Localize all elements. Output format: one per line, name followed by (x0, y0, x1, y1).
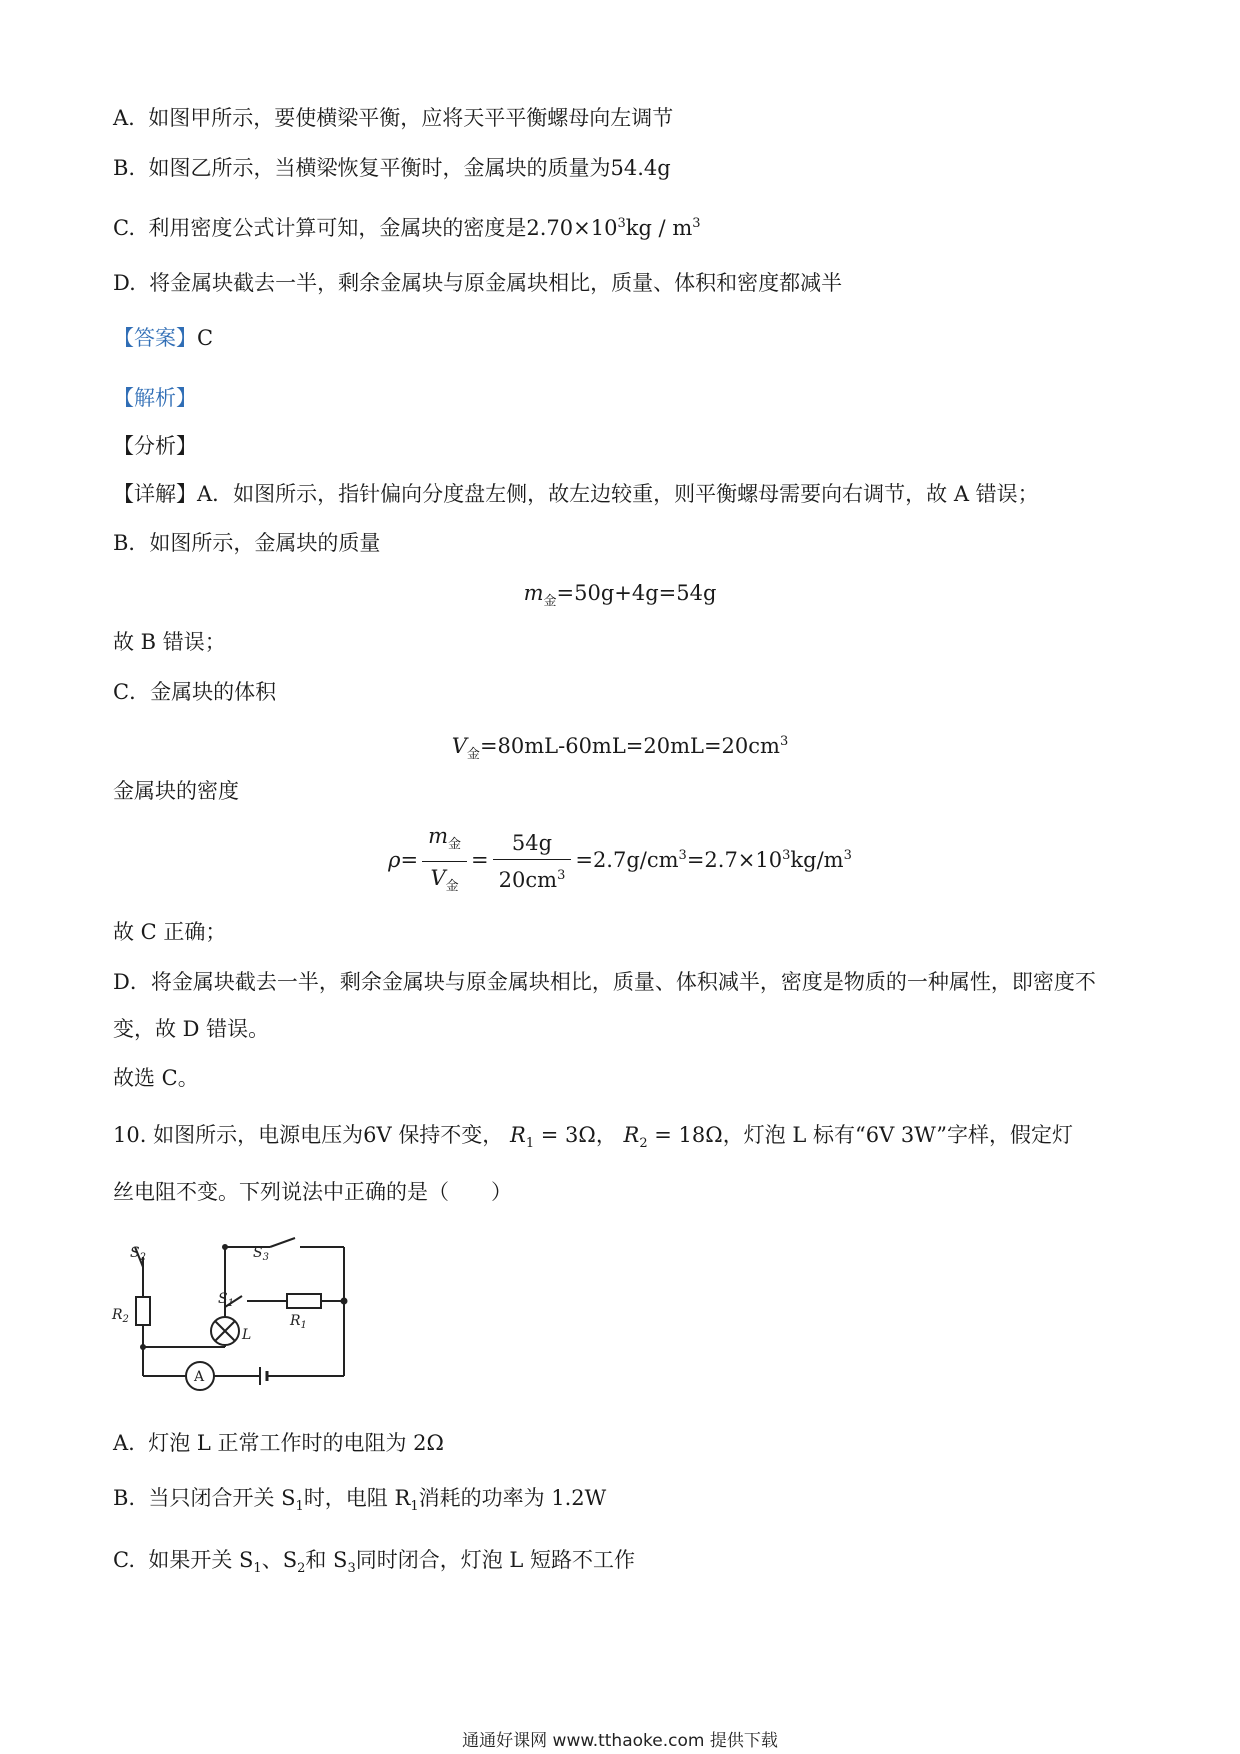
answer-line: 【答案】C (113, 326, 214, 350)
svg-text:S3: $S_3$ (253, 1245, 269, 1263)
svg-text:L: L (242, 1327, 252, 1343)
fraction-54g-over-20cm3: $\frac{54g}{20cm^3}$ (493, 829, 572, 894)
mass-equation: $m_金=50g+4g=54g$ (523, 581, 717, 610)
option-a-prev: A. 如图甲所示，要使横梁平衡，应将天平平衡螺母向左调节 (113, 106, 674, 130)
q10-line-1: 10. 如图所示，电源电压为6V 保持不变， $R_1 = 3\Omega$， $R_2 = 18\Omega$，灯泡 L 标有“6V 3W”字样，假定灯 (113, 1123, 1073, 1152)
density-equation: ρ= $\frac{m_金}{V_金}$ = $\frac{54g}{20cm^3}$ $=2.7g/cm^3=2.7\times 10^3kg/m^3$ (0, 822, 1240, 901)
b-line: B．如图所示，金属块的质量 (113, 531, 381, 555)
volume-equation: $V_金=80mL-60mL=20mL=20cm^3$ (451, 734, 789, 763)
switch-s3 (270, 1238, 295, 1247)
option-b-prev: B. 如图乙所示，当横梁恢复平衡时，金属块的质量为54.4g (113, 156, 671, 180)
svg-text:S1: $S_1$ (218, 1291, 234, 1309)
c-conclude: 故 C 正确； (113, 920, 227, 944)
c-line: C．金属块的体积 (113, 680, 277, 704)
option-c-prev: C. 利用密度公式计算可知，金属块的密度是$2.70\times 10^3kg / m^3$ (113, 216, 701, 240)
resistor-r1 (287, 1294, 321, 1308)
svg-text:R2: $R_2$ (112, 1307, 129, 1325)
svg-text:R1: $R_1$ (290, 1313, 307, 1331)
d-line-1: D．将金属块截去一半，剩余金属块与原金属块相比，质量、体积减半，密度是物质的一种属性，即密度不 (113, 970, 1096, 994)
svg-text:A: A (194, 1369, 205, 1385)
q10-line-2: 丝电阻不变。下列说法中正确的是（ ） (113, 1180, 512, 1204)
analysis-label: 【解析】 (113, 386, 197, 410)
q10-option-b: B. 当只闭合开关 $S_1$时，电阻 $R_1$消耗的功率为 1.2W (113, 1486, 607, 1515)
resistor-r2 (136, 1297, 150, 1325)
svg-text:S2: $S_2$ (130, 1245, 146, 1263)
q10-option-c: C. 如果开关 $S_1$、$S_2$和 $S_3$同时闭合，灯泡 L 短路不工作 (113, 1548, 636, 1577)
d-line-2: 变，故 D 错误。 (113, 1017, 270, 1041)
fraction-m-over-v: $\frac{m_金}{V_金}$ (422, 822, 467, 901)
page-footer: 通通好课网 www.tthaoke.com 提供下载 (462, 1731, 778, 1751)
detail-line: 【详解】A．如图所示，指针偏向分度盘左侧，故左边较重，则平衡螺母需要向右调节，故 A 错误； (113, 482, 1039, 506)
fenxi-label: 【分析】 (113, 434, 197, 458)
option-d-prev: D. 将金属块截去一半，剩余金属块与原金属块相比，质量、体积和密度都减半 (113, 271, 843, 295)
b-conclude: 故 B 错误； (113, 630, 226, 654)
density-label: 金属块的密度 (113, 779, 239, 803)
final-answer: 故选 C。 (113, 1066, 199, 1090)
circuit-diagram (110, 1235, 360, 1405)
q10-option-a: A. 灯泡 L 正常工作时的电阻为 2Ω (113, 1431, 444, 1455)
